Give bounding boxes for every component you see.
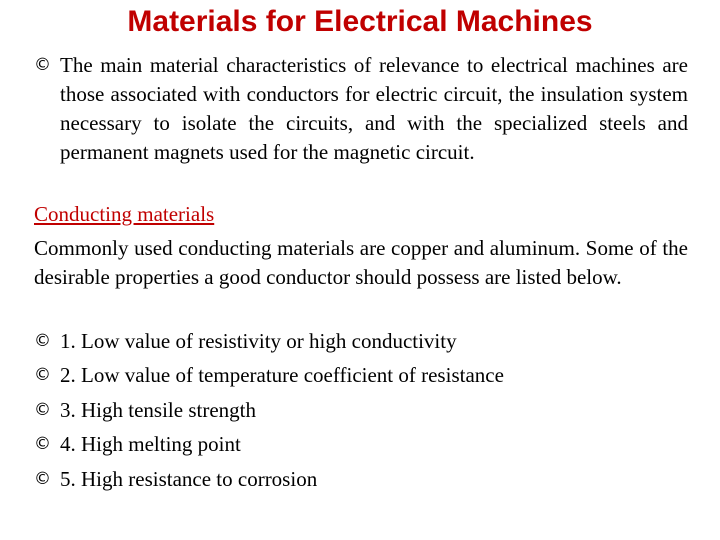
bullet-icon: © xyxy=(34,365,51,386)
intro-paragraph: The main material characteristics of relevance to electrical machines are those associated with conductors for electric circuit, the insulation system necessary to isolate the circuits, and with the specialized steels and permanent magnets used for the magnetic circuit. xyxy=(60,53,688,164)
property-text: 2. Low value of temperature coefficient of resistance xyxy=(60,363,504,388)
bullet-icon: © xyxy=(34,399,51,420)
bullet-icon: © xyxy=(34,468,51,489)
bullet-icon: © xyxy=(34,331,51,351)
property-text: 4. High melting point xyxy=(60,432,241,457)
bullet-icon: © xyxy=(34,434,51,455)
intro-bullet xyxy=(34,51,688,167)
property-item xyxy=(34,396,688,430)
bullet-icon: © xyxy=(34,55,51,75)
section-heading: Conducting materials xyxy=(34,202,215,226)
property-text: 1. Low value of resistivity or high conductivity xyxy=(60,329,457,353)
slide-title: Materials for Electrical Machines xyxy=(127,5,593,38)
property-item xyxy=(34,327,688,361)
section-paragraph: Commonly used conducting materials are copper and aluminum. Some of the desirable properties a good conductor should possess are listed below. xyxy=(34,236,688,289)
property-text: 3. High tensile strength xyxy=(60,397,256,422)
property-item xyxy=(34,465,688,499)
property-list xyxy=(34,327,688,499)
property-item xyxy=(34,430,688,464)
property-item xyxy=(34,361,688,395)
property-text: 5. High resistance to corrosion xyxy=(60,466,318,491)
